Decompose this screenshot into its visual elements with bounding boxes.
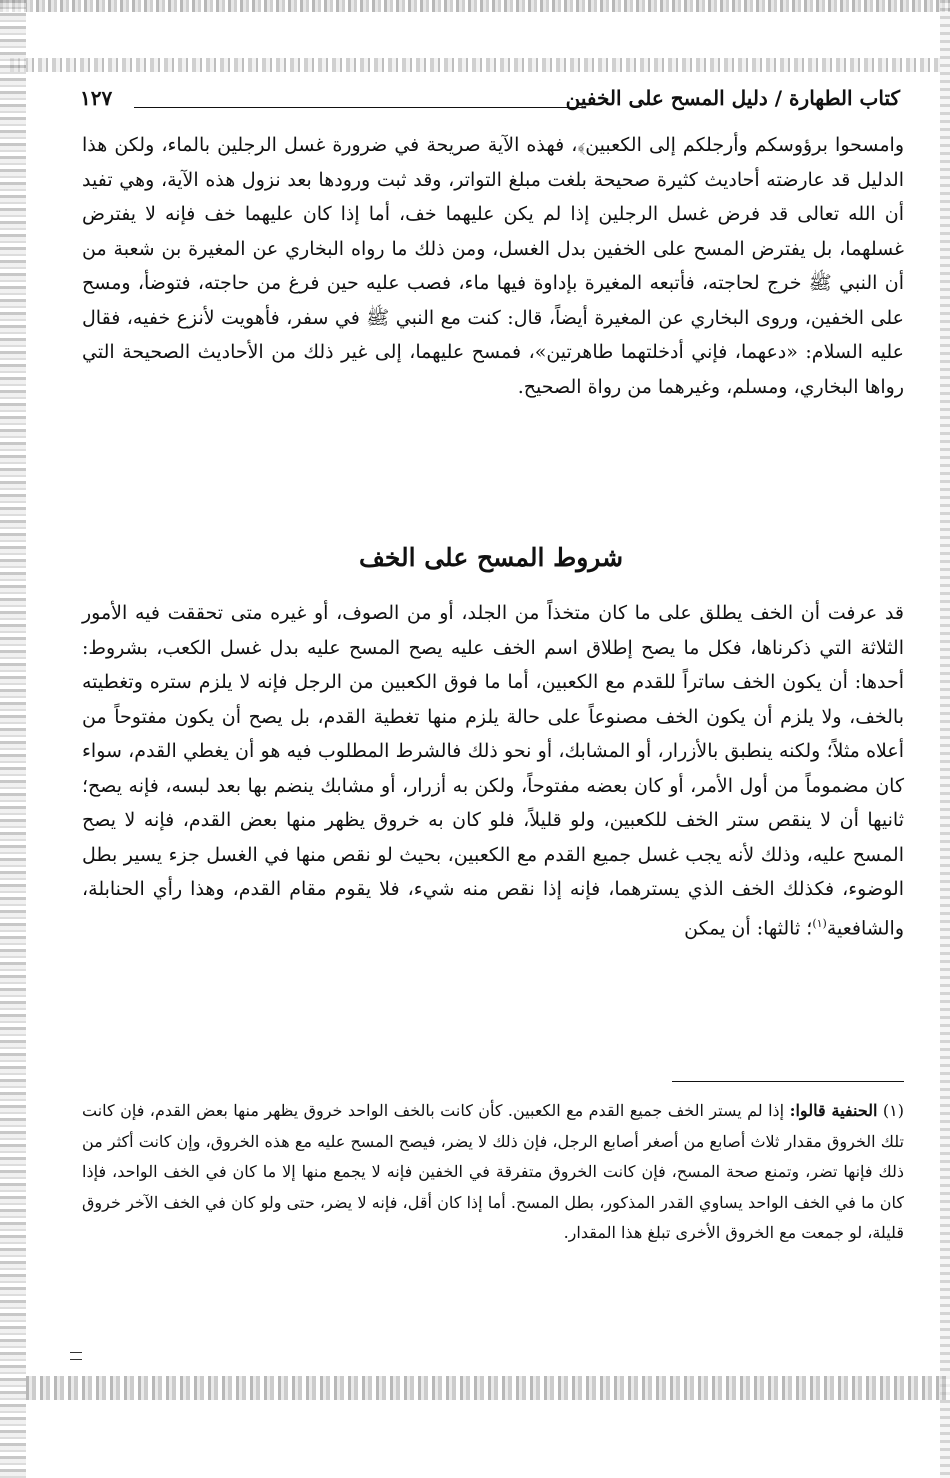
footnote-separator <box>672 1081 904 1082</box>
footnote-label: الحنفية قالوا: <box>789 1101 878 1120</box>
running-header <box>80 86 900 118</box>
footnote <box>82 1096 904 1249</box>
section-paragraph <box>82 596 904 945</box>
section-heading: شروط المسح على الخف <box>358 543 624 572</box>
page-number: ١٢٧ <box>80 86 113 110</box>
header-rule <box>134 107 586 108</box>
footnote-reference: (١) <box>812 916 827 930</box>
section-text-continued: ؛ ثالثها: أن يمكن <box>684 916 813 939</box>
page-border-left <box>0 0 26 1478</box>
page-border-right <box>940 0 950 1478</box>
footnote-number: (١) <box>882 1101 905 1120</box>
margin-mark <box>70 1352 82 1360</box>
page-border-top-inner <box>10 58 940 72</box>
page-border-bottom <box>26 1376 950 1400</box>
page-border-top <box>0 0 950 12</box>
footnote-body: إذا لم يستر الخف جميع القدم مع الكعبين. كأن كانت بالخف الواحد خروق يظهر منها بعض القدم، فإن كانت تلك الخروق مقدار ثلاث أصابع من أصغر أصابع الرجل، فإن ذلك لا يضر، فيصح المسح عليه مع هذه الخروق، وإن كانت أكثر من ذلك فإنها تضر، وتمنع صحة المسح، فإن كانت الخروق متفرقة في الخفين فإنه لا يجمع منها إلا ما كان في الخف الواحد، فإذا كان ما في الخف الواحد يساوي القدر المذكور، بطل المسح. أما إذا كان أقل، فإنه لا يضر، حتى ولو كان في الخف الآخر خروق قليلة، لو جمعت مع الخروق الأخرى تبلغ هذا المقدار. <box>82 1101 905 1242</box>
intro-paragraph: وامسحوا برؤوسكم وأرجلكم إلى الكعبين﴾، فهذه الآية صريحة في ضرورة غسل الرجلين بالماء، ولكن هذا الدليل قد عارضته أحاديث كثيرة صحيحة بلغت مبلغ التواتر، وقد ثبت ورودها بعد نزول هذه الآية، وهي تفيد أن الله تعالى قد فرض غسل الرجلين إذا لم يكن عليهما خف، أما إذا كان عليهما خف فإنه لا يفترض غسلهما، بل يفترض المسح على الخفين بدل الغسل، ومن ذلك ما رواه البخاري عن المغيرة بن شعبة من أن النبي ﷺ خرج لحاجته، فأتبعه المغيرة بإداوة فيها ماء، فصب عليه حين فرغ من حاجته، فتوضأ، ومسح على الخفين، وروى البخاري عن المغيرة أيضاً، قال: كنت مع النبي ﷺ في سفر، فأهويت لأنزع خفيه، فقال عليه السلام: «دعهما، فإني أدخلتهما طاهرتين»، فمسح عليهما، إلى غير ذلك من الأحاديث الصحيحة التي رواها البخاري، ومسلم، وغيرهما من رواة الصحيح. <box>82 134 904 398</box>
running-header-title: كتاب الطهارة / دليل المسح على الخفين <box>565 86 900 110</box>
section-text: قد عرفت أن الخف يطلق على ما كان متخذاً من الجلد، أو من الصوف، أو غيره متى تحققت فيه الأمور الثلاثة التي ذكرناها، فكل ما يصح إطلاق اسم الخف عليه يصح المسح عليه بدل غسل الكعب، بشروط: أحدها: أن يكون الخف ساتراً للقدم مع الكعبين، أما ما فوق الكعبين من الرجل فإنه لا يلزم ستره وتغطيته بالخف، ولا يلزم أن يكون الخف مصنوعاً على حالة يلزم منها تغطية القدم، بل يصح أن يكون مفتوحاً من أعلاه مثلاً؛ ولكنه ينطبق بالأزرار، أو المشابك، أو نحو ذلك فالشرط المطلوب فيه هو أن يغطي القدم، سواء كان مضموماً من أول الأمر، أو كان بعضه مفتوحاً، ولكن به أزرار، أو مشابك ينضم بها بعد لبسه، فإنه يصح؛ ثانيها أن لا ينقص ستر الخف للكعبين، ولو قليلاً، فلو كان به خروق يظهر منها بعض القدم، فإنه لا يصح المسح عليه، وذلك لأنه يجب غسل جميع القدم مع الكعبين، بحيث لو نقص منها في الغسل جزء يسير بطل الوضوء، فكذلك الخف الذي يسترهما، فإنه إذا نقص منه شيء، فلا يقوم مقام القدم، وهذا رأي الحنابلة، والشافعية <box>82 602 904 939</box>
